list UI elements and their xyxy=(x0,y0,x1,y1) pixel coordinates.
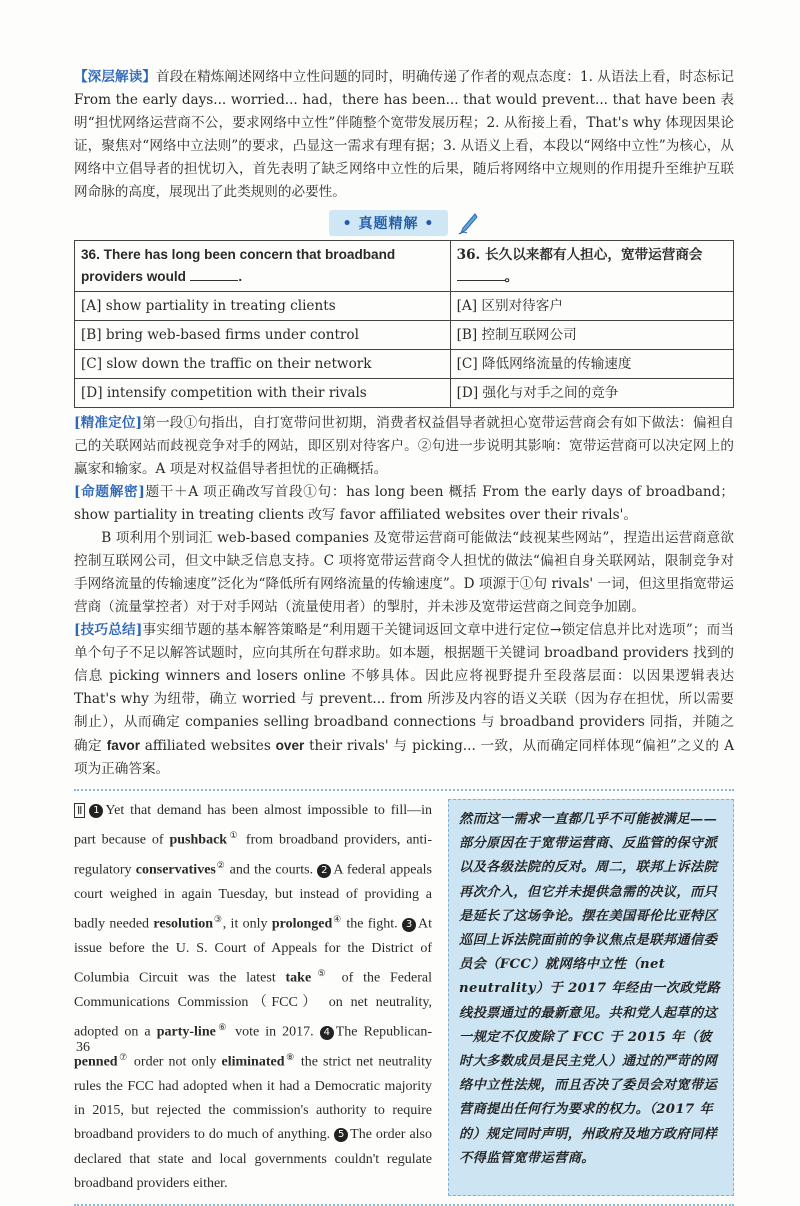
sentence-number: 3 xyxy=(402,918,416,932)
sentence-text: and the courts. xyxy=(225,862,318,878)
option-c-en: [C] slow down the traffic on their network xyxy=(75,350,451,379)
sentence-text: vote in 2017. xyxy=(229,1024,320,1040)
translation-box: 然而这一需求一直都几乎不可能被满足——部分原因在于宽带运营商、反监管的保守派以及各级法院的反对。周二，联邦上诉法院再次介入，但它并未提供急需的决议，而只是延长了这场争论。摆在美国哥伦比亚特区巡回上诉法院面前的争议焦点是联邦通信委员会（FCC）就网络中立性（net neutrality）于 2017 年经由一次政党路线投票通过的最新意见。共和党人起草的这一规定不仅废除了 FCC 于 2015 年（彼时大多数成员是民主党人）通过的严苛的网络中立性法规，而且否决了委员会对宽带运营商提出任何行为要求的权力。（2017 年的）规定同时声明，州政府及地方政府同样不得监管宽带运营商。 xyxy=(448,799,734,1196)
paragraph-roman-numeral: Ⅱ xyxy=(74,803,85,818)
locate-paragraph xyxy=(74,412,734,481)
passage-section xyxy=(74,799,734,1196)
sentence-number: 2 xyxy=(317,864,331,878)
option-d-en: [D] intensify competition with their rivals xyxy=(75,379,451,408)
footnote-mark: ⑧ xyxy=(284,1052,296,1063)
vocab-word: eliminated xyxy=(221,1054,285,1070)
option-row xyxy=(75,350,734,379)
answer-blank xyxy=(190,266,238,281)
deep-read-text: 首段在精炼阐述网络中立性问题的同时，明确传递了作者的观点态度：1. 从语法上看，时态标记 From the early days... worried... had，there has been... that would prevent... that have been 表明“担忧网络运营商不公，要求网络中立性”伴随整个宽带发展历程；2. 从衔接上看，That's why 体现因果论证，聚焦对“网络中立法则”的要求，凸显这一需求有理有据；3. 从语义上看，本段以“网络中立性”为核心，从网络中立倡导者的担忧切入，首先表明了缺乏网络中立性的后果，随后将网络中立规则的作用提升至维护互联网命脉的高度，展现出了此类规则的必要性。 xyxy=(74,69,734,200)
locate-tag: [精准定位] xyxy=(74,415,143,431)
question-stem-zh xyxy=(450,241,733,292)
sentence-text: the strict net neutrality rules the FCC had adopted when it had a Democratic majority in 2015, but rejected the commission's authority to require broadband providers to do much of anything. xyxy=(74,1054,432,1143)
sentence-text: order not only xyxy=(128,1054,222,1070)
sentence-text: A federal appeals court weighed in again Tuesday, but instead of providing a badly needed xyxy=(74,862,432,932)
tips-text-1: 事实细节题的基本解答策略是“利用题干关键词返回文章中进行定位→锁定信息并比对选项”；而当单个句子不足以解答试题时，应向其所在句群求助。如本题，根据题干关键词 broadband providers 找到的信息 picking winners and losers online 不够具体。因此应将视野提升至段落层面：以因果逻辑表达 That's why 为纽带，确立 worried 与 prevent... from 所涉及内容的语义关联（因为存在担忧，所以需要制止），从而确定 companies selling broadband connections 与 broadband providers 同指，并随之确定 xyxy=(74,622,734,754)
section-title-wrap xyxy=(74,210,734,236)
vocab-word: penned xyxy=(74,1054,118,1070)
stem-zh-end: 。 xyxy=(504,269,519,285)
option-row xyxy=(75,292,734,321)
option-d-zh: [D] 强化与对手之间的竞争 xyxy=(450,379,733,408)
tips-tag: [技巧总结] xyxy=(74,622,143,638)
footnote-mark: ④ xyxy=(332,914,342,925)
tips-paragraph xyxy=(74,619,734,781)
footnote-mark: ⑦ xyxy=(117,1052,129,1063)
sentence-text: the fight. xyxy=(342,916,402,932)
page-content xyxy=(74,66,734,1206)
section-title: • 真题精解 • xyxy=(329,210,449,236)
question-table xyxy=(74,240,734,408)
stem-zh-text: 36. 长久以来都有人担心，宽带运营商会 xyxy=(456,247,703,263)
sentence-text: At issue before the U. S. Court of Appeals for the District of Columbia Circuit was the latest xyxy=(74,916,432,986)
sentence-text: The Republican- xyxy=(335,1024,432,1040)
sentence-text: Yet that demand has been almost impossible to fill—in part because of xyxy=(74,803,432,848)
decode-tag: [命题解密] xyxy=(74,484,145,500)
question-stem-row xyxy=(75,241,734,292)
option-a-en: [A] show partiality in treating clients xyxy=(75,292,451,321)
deep-read-paragraph xyxy=(74,66,734,204)
tips-bold-favor: favor xyxy=(106,738,141,753)
sentence-text: of the Federal Communications Commission（FCC） on net neutrality, adopted on a xyxy=(74,970,432,1040)
tips-text-3: their rivals' 与 picking... 一致，从而确定同样体现“偏袒”之义的 A 项为正确答案。 xyxy=(74,738,735,777)
option-row xyxy=(75,321,734,350)
pen-icon xyxy=(457,212,479,236)
sentence-number: 4 xyxy=(320,1026,334,1040)
sentence-number: 1 xyxy=(89,804,103,818)
decode-text: 题干＋A 项正确改写首段①句：has long been 概括 From the early days of broadband；show partiality in treating clients 改写 favor affiliated websites over their rivals'。 xyxy=(74,484,734,523)
page-number: 36 xyxy=(76,1040,90,1055)
option-c-zh: [C] 降低网络流量的传输速度 xyxy=(450,350,733,379)
decode-paragraph xyxy=(74,481,734,527)
vocab-word: pushback xyxy=(169,832,228,848)
tips-bold-over: over xyxy=(275,738,305,753)
english-passage xyxy=(74,799,432,1196)
sentence-text: , it only xyxy=(222,916,272,932)
footnote-mark: ① xyxy=(227,830,240,841)
vocab-word: party-line xyxy=(156,1024,216,1040)
vocab-word: prolonged xyxy=(271,916,333,932)
footnote-mark: ⑤ xyxy=(311,968,332,979)
option-row xyxy=(75,379,734,408)
question-stem-en xyxy=(75,241,451,292)
sentence-text: The order also declared that state and local governments couldn't regulate broadband providers either. xyxy=(74,1127,432,1191)
deep-read-tag: 【深层解读】 xyxy=(74,69,157,85)
stem-en-end: . xyxy=(238,269,243,284)
locate-text: 第一段①句指出，自打宽带问世初期，消费者权益倡导者就担心宽带运营商会有如下做法：偏袒自己的关联网站而歧视竞争对手的网站，即区别对待客户。②句进一步说明其影响：宽带运营商可以决定网上的赢家和输家。A 项是对权益倡导者担忧的正确概括。 xyxy=(74,415,734,477)
footnote-mark: ② xyxy=(215,860,226,871)
section-divider xyxy=(74,789,734,791)
answer-blank-zh xyxy=(457,266,505,281)
option-b-zh: [B] 控制互联网公司 xyxy=(450,321,733,350)
footnote-mark: ③ xyxy=(213,914,223,925)
sentence-number: 5 xyxy=(334,1128,348,1142)
vocab-word: conservatives xyxy=(135,862,216,878)
option-b-en: [B] bring web-based firms under control xyxy=(75,321,451,350)
footnote-mark: ⑥ xyxy=(215,1022,230,1033)
sentence-text: from broadband providers, anti-regulatory xyxy=(74,832,432,878)
option-a-zh: [A] 区别对待客户 xyxy=(450,292,733,321)
stem-en-text: 36. There has long been concern that broadband providers would xyxy=(81,247,396,284)
tips-text-2: affiliated websites xyxy=(144,738,271,754)
vocab-word: resolution xyxy=(153,916,214,932)
vocab-word: take xyxy=(285,970,312,986)
decode-paragraph-2: B 项利用个别词汇 web-based companies 及宽带运营商可能做法“歧视某些网站”，捏造出运营商意欲控制互联网公司，但文中缺乏信息支持。C 项将宽带运营商令人担忧的做法“偏袒自身关联网站，限制竞争对手网络流量的传输速度”泛化为“降低所有网络流量的传输速度”。D 项源于①句 rivals' 一词，但这里指宽带运营商（流量掌控者）对于对手网站（流量使用者）的掣肘，并未涉及宽带运营商之间竞争加剧。 xyxy=(74,530,734,615)
